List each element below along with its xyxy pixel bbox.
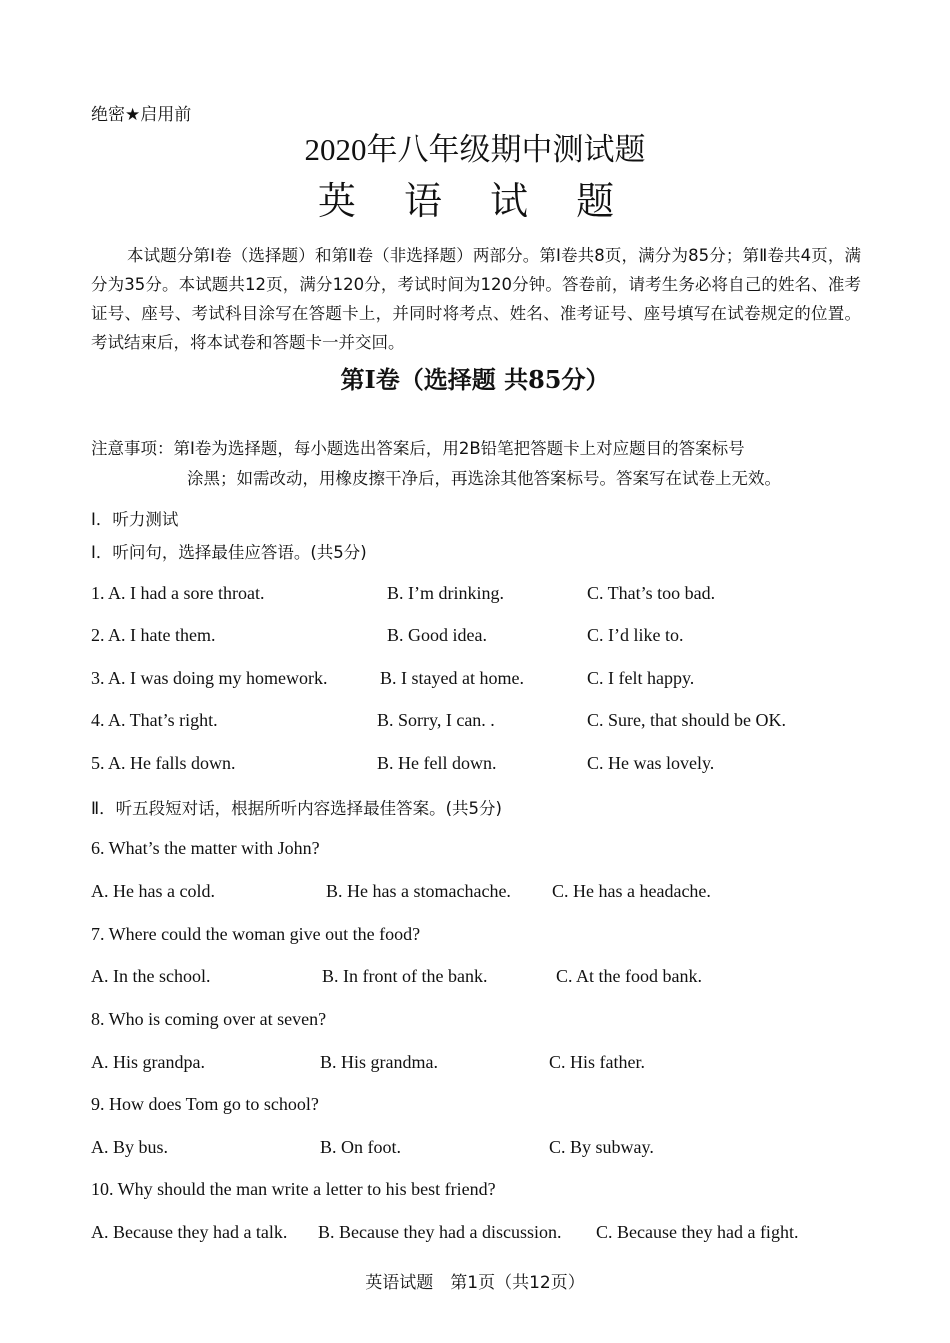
option-c: C. His father. bbox=[549, 1052, 645, 1072]
option-b: B. He fell down. bbox=[377, 753, 497, 773]
option-b: B. He has a stomachache. bbox=[326, 881, 511, 901]
sub1-title: Ⅰ．听问句，选择最佳应答语。(共5分) bbox=[91, 543, 367, 562]
option-c: C. That’s too bad. bbox=[587, 583, 716, 603]
question-text: 8. Who is coming over at seven? bbox=[91, 1009, 327, 1029]
page-footer: 英语试题 第1页（共12页） bbox=[365, 1273, 585, 1293]
option-b: B. His grandma. bbox=[320, 1052, 438, 1072]
option-b: B. Good idea. bbox=[387, 625, 487, 645]
intro-paragraph: 本试题分第Ⅰ卷（选择题）和第Ⅱ卷（非选择题）两部分。第Ⅰ卷共8页，满分为85分；第Ⅱ卷共4页，满分为35分。本试题共12页，满分120分，考试时间为120分钟。答卷前，请考生务必将自己的姓名、准考证号、座号、考试科目涂写在答题卡上，并同时将考点、姓名、准考证号、座号填写在试卷规定的位置。考试结束后，将本试卷和答题卡一并交回。 bbox=[91, 246, 861, 352]
option-a: 1. A. I had a sore throat. bbox=[91, 583, 265, 603]
notice bbox=[91, 434, 863, 494]
exam-title: 2020年八年级期中测试题 bbox=[304, 132, 646, 167]
question-text: 9. How does Tom go to school? bbox=[91, 1094, 319, 1114]
option-a: A. Because they had a talk. bbox=[91, 1222, 288, 1242]
option-b: B. Because they had a discussion. bbox=[318, 1222, 562, 1242]
option-c: C. At the food bank. bbox=[556, 966, 702, 986]
option-a: A. He has a cold. bbox=[91, 881, 215, 901]
option-a: A. By bus. bbox=[91, 1137, 169, 1157]
option-c: C. He was lovely. bbox=[587, 753, 715, 773]
confidential-label: 绝密★启用前 bbox=[91, 105, 192, 125]
option-c: C. Because they had a fight. bbox=[596, 1222, 799, 1242]
section-title: I．听力测试 bbox=[91, 510, 179, 529]
part1-title: 第Ⅰ卷（选择题 共85分） bbox=[340, 365, 610, 394]
option-a: 5. A. He falls down. bbox=[91, 753, 236, 773]
option-c: C. Sure, that should be OK. bbox=[587, 710, 786, 730]
option-c: C. He has a headache. bbox=[552, 881, 711, 901]
option-a: 4. A. That’s right. bbox=[91, 710, 218, 730]
exam-subtitle: 英 语 试 题 bbox=[317, 179, 633, 223]
option-c: C. By subway. bbox=[549, 1137, 654, 1157]
option-a: 3. A. I was doing my homework. bbox=[91, 668, 328, 688]
question-text: 6. What’s the matter with John? bbox=[91, 838, 320, 858]
option-b: B. I’m drinking. bbox=[387, 583, 504, 603]
option-b: B. I stayed at home. bbox=[380, 668, 524, 688]
option-b: B. Sorry, I can. . bbox=[377, 710, 495, 730]
question-text: 10. Why should the man write a letter to his best friend? bbox=[91, 1179, 496, 1199]
notice-line-1: 注意事项：第Ⅰ卷为选择题，每小题选出答案后，用2B铅笔把答题卡上对应题目的答案标号 bbox=[91, 439, 745, 458]
notice-line-2: 涂黑；如需改动，用橡皮擦干净后，再选涂其他答案标号。答案写在试卷上无效。 bbox=[187, 469, 781, 488]
option-a: 2. A. I hate them. bbox=[91, 625, 216, 645]
option-b: B. In front of the bank. bbox=[322, 966, 488, 986]
option-c: C. I’d like to. bbox=[587, 625, 684, 645]
option-a: A. In the school. bbox=[91, 966, 211, 986]
option-a: A. His grandpa. bbox=[91, 1052, 205, 1072]
option-b: B. On foot. bbox=[320, 1137, 401, 1157]
sub2-title: Ⅱ．听五段短对话，根据所听内容选择最佳答案。(共5分) bbox=[91, 799, 502, 818]
question-text: 7. Where could the woman give out the food? bbox=[91, 924, 421, 944]
option-c: C. I felt happy. bbox=[587, 668, 695, 688]
